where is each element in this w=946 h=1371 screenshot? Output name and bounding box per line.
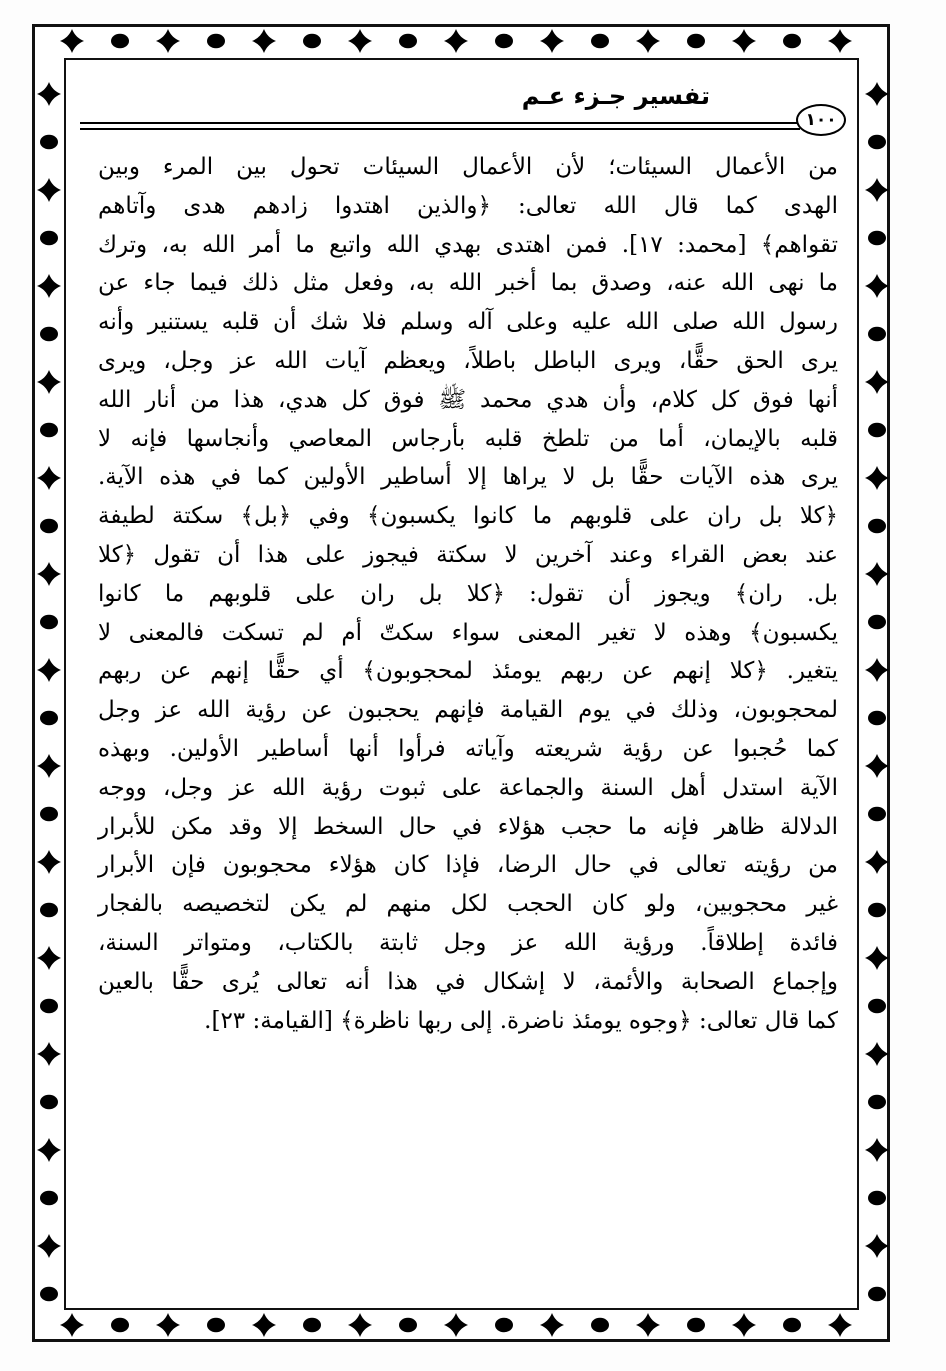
star-ornament-icon <box>348 29 372 53</box>
petal-ornament-icon <box>40 423 58 437</box>
text-line: لمحجوبون، وذلك في يوم القيامة فإنهم يحجبون عن رؤية الله عز وجل <box>98 697 838 724</box>
text-line: عند بعض القراء وعند آخرين لا سكتة فيجوز على هذا أن تقول ﴿كلا <box>98 541 838 568</box>
petal-ornament-icon <box>111 34 129 48</box>
text-line: الهدى كما قال الله تعالى: ﴿والذين اهتدوا زادهم هدى وآتاهم <box>98 192 838 219</box>
star-ornament-icon <box>252 1313 276 1337</box>
petal-ornament-icon <box>40 327 58 341</box>
petal-ornament-icon <box>687 34 705 48</box>
text-line: وإجماع الصحابة والأئمة، لا إشكال في هذا أنه تعالى يُرى حقًّا بالعين <box>98 968 838 995</box>
star-ornament-icon <box>60 1313 84 1337</box>
star-ornament-icon <box>156 29 180 53</box>
petal-ornament-icon <box>591 1318 609 1332</box>
star-ornament-icon <box>37 82 61 106</box>
star-ornament-icon <box>732 29 756 53</box>
text-line: رسول الله صلى الله عليه وعلى آله وسلم فلا شك أن قلبه يستنير وأنه <box>98 309 838 336</box>
petal-ornament-icon <box>868 519 886 533</box>
petal-ornament-icon <box>399 34 417 48</box>
star-ornament-icon <box>636 1313 660 1337</box>
petal-ornament-icon <box>868 1191 886 1205</box>
star-ornament-icon <box>865 82 889 106</box>
star-ornament-icon <box>865 850 889 874</box>
text-line: من رؤيته تعالى في حال الرضا، فإذا كان هؤلاء محجوبون فإن الأبرار <box>98 852 838 879</box>
star-ornament-icon <box>37 850 61 874</box>
petal-ornament-icon <box>40 1191 58 1205</box>
petal-ornament-icon <box>868 1287 886 1301</box>
petal-ornament-icon <box>783 34 801 48</box>
star-ornament-icon <box>865 754 889 778</box>
page-number: ١٠٠ <box>796 104 846 136</box>
header-rule <box>80 122 800 130</box>
star-ornament-icon <box>865 1042 889 1066</box>
text-line: تقواهم﴾ [محمد: ١٧]. فمن اهتدى بهدي الله واتبع ما أمر الله به، وترك <box>98 231 838 258</box>
petal-ornament-icon <box>207 34 225 48</box>
body-text <box>98 148 838 1040</box>
petal-ornament-icon <box>111 1318 129 1332</box>
petal-ornament-icon <box>40 519 58 533</box>
star-ornament-icon <box>865 466 889 490</box>
star-ornament-icon <box>865 1234 889 1258</box>
petal-ornament-icon <box>868 999 886 1013</box>
petal-ornament-icon <box>399 1318 417 1332</box>
running-title: تفسير جـزء عـم <box>521 82 710 110</box>
petal-ornament-icon <box>40 1287 58 1301</box>
petal-ornament-icon <box>207 1318 225 1332</box>
star-ornament-icon <box>60 29 84 53</box>
star-ornament-icon <box>444 29 468 53</box>
text-line: كما حُجبوا عن رؤية شريعته وآياته فرأوا أنها أساطير الأولين. وبهذه <box>98 735 838 762</box>
petal-ornament-icon <box>868 135 886 149</box>
star-ornament-icon <box>348 1313 372 1337</box>
petal-ornament-icon <box>40 903 58 917</box>
petal-ornament-icon <box>303 34 321 48</box>
star-ornament-icon <box>828 29 852 53</box>
petal-ornament-icon <box>40 231 58 245</box>
petal-ornament-icon <box>495 34 513 48</box>
text-line: الآية استدل أهل السنة والجماعة على ثبوت رؤية الله عز وجل، ووجه <box>98 774 838 801</box>
text-line: غير محجوبين، ولو كان الحجب لكل منهم لم يكن لتخصيصه بالفجار <box>98 891 838 918</box>
petal-ornament-icon <box>40 615 58 629</box>
petal-ornament-icon <box>868 1095 886 1109</box>
petal-ornament-icon <box>40 1095 58 1109</box>
petal-ornament-icon <box>783 1318 801 1332</box>
star-ornament-icon <box>865 178 889 202</box>
text-line: يكسبون﴾ وهذه لا تغير المعنى سواء سكتّ أم لم تسكت فالمعنى لا <box>98 619 838 646</box>
star-ornament-icon <box>37 466 61 490</box>
petal-ornament-icon <box>40 135 58 149</box>
star-ornament-icon <box>540 1313 564 1337</box>
petal-ornament-icon <box>868 423 886 437</box>
text-line: ما نهى الله عنه، وصدق بما أخبر الله به، وفعل مثل ذلك فيما جاء عن <box>98 270 838 297</box>
star-ornament-icon <box>37 1138 61 1162</box>
star-ornament-icon <box>252 29 276 53</box>
star-ornament-icon <box>37 274 61 298</box>
star-ornament-icon <box>540 29 564 53</box>
petal-ornament-icon <box>40 711 58 725</box>
star-ornament-icon <box>732 1313 756 1337</box>
star-ornament-icon <box>37 562 61 586</box>
petal-ornament-icon <box>591 34 609 48</box>
text-line: ﴿كلا بل ران على قلوبهم ما كانوا يكسبون﴾ وفي ﴿بل﴾ سكتة لطيفة <box>98 503 838 530</box>
petal-ornament-icon <box>868 711 886 725</box>
petal-ornament-icon <box>40 807 58 821</box>
star-ornament-icon <box>37 178 61 202</box>
petal-ornament-icon <box>868 807 886 821</box>
star-ornament-icon <box>37 658 61 682</box>
text-line: يرى الحق حقًّا، ويرى الباطل باطلاً، ويعظم آيات الله عز وجل، ويرى <box>98 347 838 374</box>
petal-ornament-icon <box>868 327 886 341</box>
text-line: الدلالة ظاهر فإنه ما حجب هؤلاء في حال السخط إلا وقد مكن للأبرار <box>98 813 838 840</box>
petal-ornament-icon <box>868 615 886 629</box>
text-line: من الأعمال السيئات؛ لأن الأعمال السيئات تحول بين المرء وبين <box>98 154 838 180</box>
text-line: أنها فوق كل كلام، وأن هدي محمد ﷺ فوق كل هدي، هذا من أنار الله <box>98 386 838 413</box>
star-ornament-icon <box>444 1313 468 1337</box>
star-ornament-icon <box>865 274 889 298</box>
star-ornament-icon <box>865 1138 889 1162</box>
star-ornament-icon <box>37 1042 61 1066</box>
star-ornament-icon <box>828 1313 852 1337</box>
text-line: يتغير. ﴿كلا إنهم عن ربهم يومئذ لمحجوبون﴾ أي حقًّا إنهم عن ربهم <box>98 658 838 685</box>
text-line: بل. ران﴾ ويجوز أن تقول: ﴿كلا بل ران على قلوبهم ما كانوا <box>98 580 838 607</box>
star-ornament-icon <box>865 946 889 970</box>
text-line: يرى هذه الآيات حقًّا بل لا يراها إلا أساطير الأولين كما في هذه الآية. <box>98 464 838 491</box>
text-line: كما قال تعالى: ﴿وجوه يومئذ ناضرة. إلى ربها ناظرة﴾ [القيامة: ٢٣]. <box>204 1007 838 1034</box>
petal-ornament-icon <box>40 999 58 1013</box>
star-ornament-icon <box>865 562 889 586</box>
petal-ornament-icon <box>868 903 886 917</box>
star-ornament-icon <box>636 29 660 53</box>
petal-ornament-icon <box>687 1318 705 1332</box>
star-ornament-icon <box>865 658 889 682</box>
text-line: قلبه بالإيمان، أما من تلطخ قلبه بأرجاس المعاصي وأنجاسها فإنه لا <box>98 425 838 452</box>
star-ornament-icon <box>37 754 61 778</box>
star-ornament-icon <box>37 946 61 970</box>
petal-ornament-icon <box>303 1318 321 1332</box>
star-ornament-icon <box>37 1234 61 1258</box>
star-ornament-icon <box>37 370 61 394</box>
petal-ornament-icon <box>495 1318 513 1332</box>
petal-ornament-icon <box>868 231 886 245</box>
text-line: فائدة إطلاقاً. ورؤية الله عز وجل ثابتة بالكتاب، ومتواتر السنة، <box>98 929 838 956</box>
star-ornament-icon <box>865 370 889 394</box>
star-ornament-icon <box>156 1313 180 1337</box>
